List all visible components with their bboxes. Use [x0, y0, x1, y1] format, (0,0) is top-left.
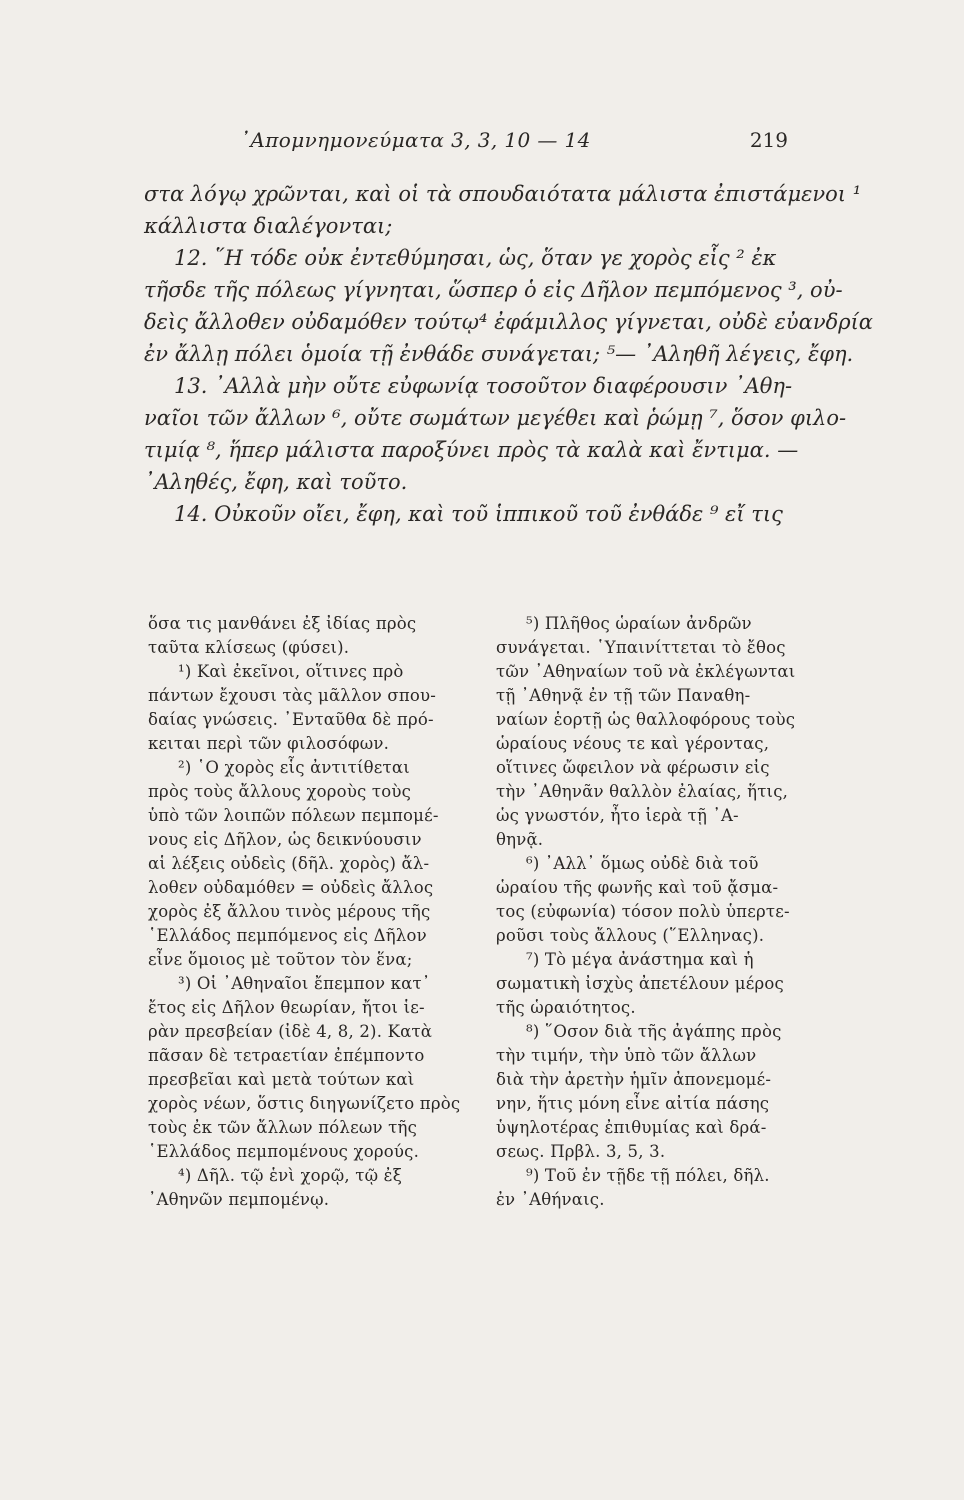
text-line: 14. Οὐκοῦν οἴει, ἔφη, καὶ τοῦ ἱππικοῦ τοῦ ἐνθάδε ⁹ εἴ τις [174, 502, 783, 526]
footnote-line: ροῦσι τοὺς ἄλλους (῞Ελληνας). [496, 926, 765, 945]
footnote-line: πρὸς τοὺς ἄλλους χοροὺς τοὺς [148, 782, 412, 801]
footnote-line: σεως. Πρβλ. 3, 5, 3. [496, 1142, 666, 1161]
text-line: 13. ᾿Αλλὰ μὴν οὔτε εὐφωνίᾳ τοσοῦτον διαφέρουσιν ᾿Αθη- [174, 374, 793, 398]
footnote-line: ῾Ελλάδος πεμπόμενος εἰς Δῆλον [148, 926, 427, 945]
footnote-line: ⁸) ῞Οσον διὰ τῆς ἀγάπης πρὸς [526, 1022, 782, 1041]
footnote-line: ναίων ἑορτῇ ὡς θαλλοφόρους τοὺς [496, 710, 796, 729]
text-line: τῆσδε τῆς πόλεως γίγνηται, ὥσπερ ὁ εἰς Δῆλον πεμπόμενος ³, οὐ- [144, 278, 843, 302]
footnote-line: ὡς γνωστόν, ἦτο ἱερὰ τῇ ᾿Α- [496, 806, 739, 825]
page-header [240, 128, 788, 162]
footnote-line: χορὸς ἐξ ἄλλου τινὸς μέρους τῆς [148, 902, 431, 921]
footnote-line: ⁹) Τοῦ ἐν τῇδε τῇ πόλει, δῆλ. [526, 1166, 770, 1185]
footnote-line: αἱ λέξεις οὐδεὶς (δῆλ. χορὸς) ἄλ- [148, 854, 430, 873]
text-line: ναῖοι τῶν ἄλλων ⁶, οὔτε σωμάτων μεγέθει καὶ ῥώμῃ ⁷, ὅσον φιλο- [144, 406, 847, 430]
footnote-line: νους εἰς Δῆλον, ὡς δεικνύουσιν [148, 830, 422, 849]
footnote-line: τοὺς ἐκ τῶν ἄλλων πόλεων τῆς [148, 1118, 418, 1137]
footnotes-left-column [148, 612, 468, 1212]
footnote-line: τὴν τιμήν, τὴν ὑπὸ τῶν ἄλλων [496, 1046, 757, 1065]
text-line: δεὶς ἄλλοθεν οὐδαμόθεν τούτῳ⁴ ἐφάμιλλος γίγνεται, οὐδὲ εὐανδρία [144, 310, 873, 334]
footnote-line: ¹) Καὶ ἐκεῖνοι, οἵτινες πρὸ [178, 662, 404, 681]
text-line: στα λόγῳ χρῶνται, καὶ οἱ τὰ σπουδαιότατα μάλιστα ἐπιστάμενοι ¹ [144, 182, 862, 206]
footnote-line: πᾶσαν δὲ τετραετίαν ἐπέμποντο [148, 1046, 425, 1065]
footnote-line: ταῦτα κλίσεως (φύσει). [148, 638, 350, 657]
footnote-line: ὑψηλοτέρας ἐπιθυμίας καὶ δρά- [496, 1118, 767, 1137]
main-text [144, 178, 873, 530]
footnote-line: σωματικὴ ἰσχὺς ἀπετέλουν μέρος [496, 974, 784, 993]
footnote-line: τῇ ᾿Αθηνᾷ ἐν τῇ τῶν Παναθη- [496, 686, 751, 705]
text-line: κάλλιστα διαλέγονται; [144, 214, 393, 238]
footnote-line: ῾Ελλάδος πεμπομένους χορούς. [148, 1142, 420, 1161]
footnote-line: ⁶) ᾿Αλλ᾿ ὅμως οὐδὲ διὰ τοῦ [526, 854, 759, 873]
footnote-line: ὡραίου τῆς φωνῆς καὶ τοῦ ᾄσμα- [496, 878, 779, 897]
text-line: ἐν ἄλλῃ πόλει ὁμοία τῇ ἐνθάδε συνάγεται; ⁵— ᾿Αληθῆ λέγεις, ἔφη. [144, 342, 854, 366]
footnote-line: λοθεν οὐδαμόθεν = οὐδεὶς ἄλλος [148, 878, 434, 897]
footnote-line: ᾿Αθηνῶν πεμπομένῳ. [148, 1190, 330, 1209]
footnote-line: οἵτινες ὤφειλον νὰ φέρωσιν εἰς [496, 758, 770, 777]
footnote-line: νην, ἥτις μόνη εἶνε αἰτία πάσης [496, 1094, 770, 1113]
footnote-line: εἶνε ὅμοιος μὲ τοῦτον τὸν ἕνα; [148, 950, 413, 969]
footnote-line: ἐν ᾿Αθήναις. [496, 1190, 605, 1209]
footnotes-right-column [496, 612, 816, 1212]
footnote-line: κειται περὶ τῶν φιλοσόφων. [148, 734, 390, 753]
footnote-line: ὅσα τις μανθάνει ἐξ ἰδίας πρὸς [148, 614, 417, 633]
text-line: τιμίᾳ ⁸, ἥπερ μάλιστα παροξύνει πρὸς τὰ καλὰ καὶ ἔντιμα. — [144, 438, 799, 462]
footnote-line: ⁵) Πλῆθος ὡραίων ἀνδρῶν [526, 614, 752, 633]
footnote-line: διὰ τὴν ἀρετὴν ἡμῖν ἀπονεμομέ- [496, 1070, 772, 1089]
footnote-line: συνάγεται. ῾Υπαινίττεται τὸ ἔθος [496, 638, 786, 657]
running-title: ᾿Απομνημονεύματα 3, 3, 10 — 14 [240, 128, 591, 152]
footnote-line: ἔτος εἰς Δῆλον θεωρίαν, ἤτοι ἱε- [148, 998, 425, 1017]
footnote-line: ρὰν πρεσβείαν (ἰδὲ 4, 8, 2). Κατὰ [148, 1022, 433, 1041]
footnote-line: πάντων ἔχουσι τὰς μᾶλλον σπου- [148, 686, 437, 705]
footnote-line: τὴν ᾿Αθηνᾶν θαλλὸν ἐλαίας, ἥτις, [496, 782, 789, 801]
footnote-line: ὡραίους νέους τε καὶ γέροντας, [496, 734, 770, 753]
footnote-line: ὑπὸ τῶν λοιπῶν πόλεων πεμπομέ- [148, 806, 439, 825]
footnote-line: τος (εὐφωνία) τόσον πολὺ ὑπερτε- [496, 902, 790, 921]
footnote-line: πρεσβεῖαι καὶ μετὰ τούτων καὶ [148, 1070, 415, 1089]
text-line: ᾿Αληθές, ἔφη, καὶ τοῦτο. [144, 470, 408, 494]
footnote-line: ³) Οἱ ᾿Αθηναῖοι ἔπεμπον κατ᾿ [178, 974, 431, 993]
footnote-line: ⁷) Τὸ μέγα ἀνάστημα καὶ ἡ [526, 950, 754, 969]
footnote-line: θηνᾷ. [496, 830, 544, 849]
footnote-line: δαίας γνώσεις. ᾿Ενταῦθα δὲ πρό- [148, 710, 434, 729]
page-number: 219 [749, 128, 788, 152]
footnote-line: ²) ῾Ο χορὸς εἷς ἀντιτίθεται [178, 758, 410, 777]
footnote-line: χορὸς νέων, ὅστις διηγωνίζετο πρὸς [148, 1094, 461, 1113]
footnote-line: ⁴) Δῆλ. τῷ ἑνὶ χορῷ, τῷ ἐξ [178, 1166, 403, 1185]
text-line: 12. ῞Η τόδε οὐκ ἐντεθύμησαι, ὡς, ὅταν γε χορὸς εἷς ² ἐκ [174, 246, 777, 270]
footnote-line: τῶν ᾿Αθηναίων τοῦ νὰ ἐκλέγωνται [496, 662, 796, 681]
footnote-line: τῆς ὡραιότητος. [496, 998, 636, 1017]
